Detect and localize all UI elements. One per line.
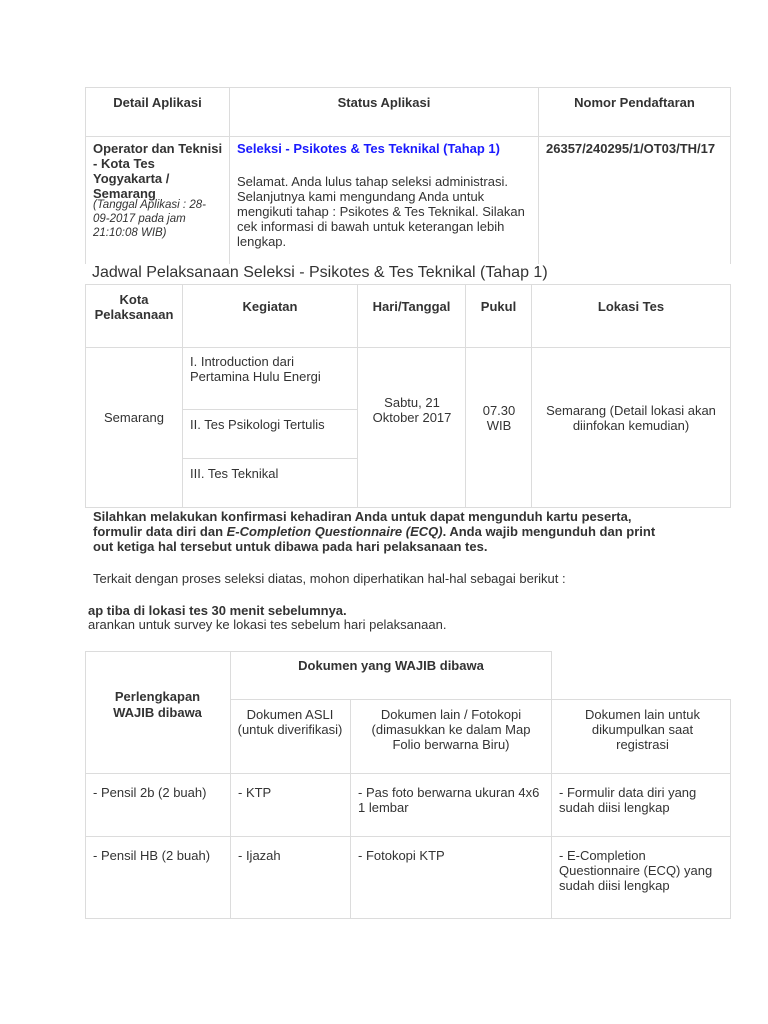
doc-row2-asli: - Ijazah: [238, 848, 281, 863]
header-nomor-pendaftaran: Nomor Pendaftaran: [574, 95, 695, 110]
header-dokumen-wajib: Dokumen yang WAJIB dibawa: [298, 658, 484, 673]
header-kota-pelaksanaan: Kota Pelaksanaan: [94, 292, 174, 322]
doc-row2-fotokopi: - Fotokopi KTP: [358, 848, 445, 863]
doc-row1-registrasi: - Formulir data diri yang sudah diisi lengkap: [559, 785, 697, 815]
schedule-city: Semarang: [104, 410, 164, 425]
activity-3: III. Tes Teknikal: [190, 466, 279, 481]
schedule-date: Sabtu, 21 Oktober 2017: [372, 395, 452, 425]
notice-item-1: ap tiba di lokasi tes 30 menit sebelumnya.: [88, 603, 347, 618]
confirmation-notice: [93, 509, 668, 554]
confirmation-text-1: Silahkan melakukan konfirmasi kehadiran Anda untuk dapat mengunduh kartu peserta, formulir data diri dan: [93, 509, 632, 539]
doc-row1-fotokopi: - Pas foto berwarna ukuran 4x6 1 lembar: [358, 785, 540, 815]
notice-item-2: arankan untuk survey ke lokasi tes sebelum hari pelaksanaan.: [88, 617, 447, 632]
subheader-dokumen-asli: Dokumen ASLI (untuk diverifikasi): [237, 707, 343, 737]
subheader-dokumen-fotokopi: Dokumen lain / Fotokopi (dimasukkan ke dalam Map Folio berwarna Biru): [371, 707, 531, 752]
schedule-time: 07.30 WIB: [482, 403, 516, 433]
confirmation-ecq: E-Completion Questionnaire (ECQ): [226, 524, 443, 539]
confirmation-text-2: . Anda wajib mengunduh dan print out ketiga hal tersebut untuk dibawa pada hari pelaksanaan tes.: [93, 524, 656, 554]
notice-intro: Terkait dengan proses seleksi diatas, mohon diperhatikan hal-hal sebagai berikut :: [93, 571, 566, 586]
header-status-aplikasi: Status Aplikasi: [337, 95, 431, 110]
registration-number: 26357/240295/1/OT03/TH/17: [546, 141, 716, 156]
application-status-message: Selamat. Anda lulus tahap seleksi administrasi. Selanjutnya kami mengundang Anda untuk mengikuti tahap : Psikotes & Tes Teknikal. Silakan cek informasi di bawah untuk keterangan lebih lengkap.: [237, 174, 525, 249]
header-pukul: Pukul: [480, 299, 517, 314]
header-perlengkapan: Perlengkapan WAJIB dibawa: [113, 689, 202, 720]
schedule-location: Semarang (Detail lokasi akan diinfokan kemudian): [546, 403, 716, 433]
application-detail-title: Operator dan Teknisi - Kota Tes Yogyakarta / Semarang: [93, 141, 223, 201]
schedule-title: Jadwal Pelaksanaan Seleksi - Psikotes & Tes Teknikal (Tahap 1): [92, 264, 548, 281]
header-kegiatan: Kegiatan: [242, 299, 298, 314]
header-detail-aplikasi: Detail Aplikasi: [113, 95, 202, 110]
doc-row2-registrasi: - E-Completion Questionnaire (ECQ) yang sudah diisi lengkap: [559, 848, 713, 893]
doc-row2-perlengkapan: - Pensil HB (2 buah): [93, 848, 211, 863]
activity-1: I. Introduction dari Pertamina Hulu Energi: [190, 354, 321, 384]
doc-row1-asli: - KTP: [238, 785, 272, 800]
application-status-title: Seleksi - Psikotes & Tes Teknikal (Tahap 1): [237, 141, 500, 156]
header-hari-tanggal: Hari/Tanggal: [372, 299, 451, 314]
header-lokasi-tes: Lokasi Tes: [597, 299, 665, 314]
activity-2: II. Tes Psikologi Tertulis: [190, 417, 325, 432]
application-date: (Tanggal Aplikasi : 28-09-2017 pada jam 21:10:08 WIB): [93, 199, 206, 239]
doc-row1-perlengkapan: - Pensil 2b (2 buah): [93, 785, 207, 800]
subheader-dokumen-registrasi: Dokumen lain untuk dikumpulkan saat registrasi: [585, 707, 700, 752]
